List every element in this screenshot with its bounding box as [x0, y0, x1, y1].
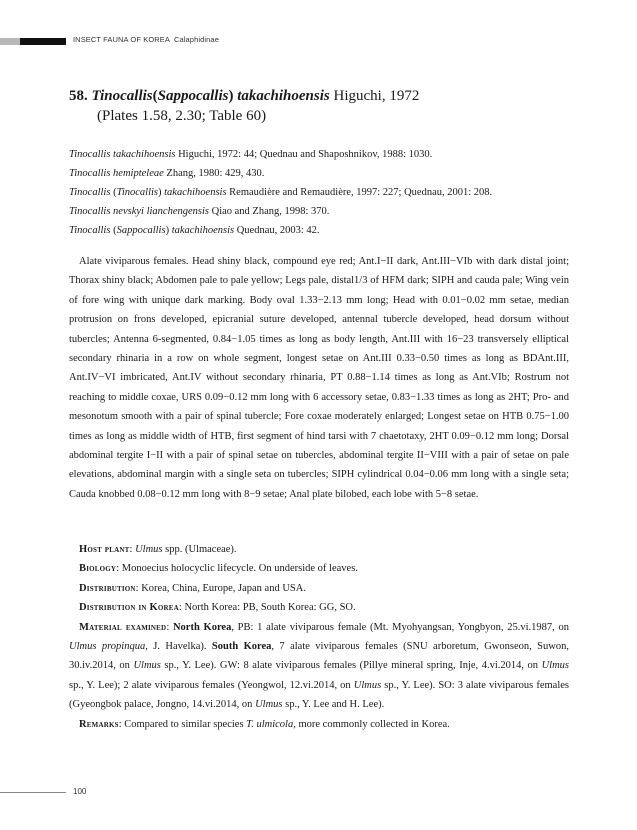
synonym-entry: Tinocallis (Sappocallis) takachihoensis Quednau, 2003: 42. — [69, 225, 320, 236]
synonymy-list — [69, 145, 569, 240]
header-bar-gray — [0, 38, 20, 45]
header-book-title: INSECT FAUNA OF KOREA — [73, 35, 170, 44]
synonym-entry: Tinocallis (Tinocallis) takachihoensis Remaudière and Remaudière, 1997: 227; Quednau, 2001: 208. — [69, 187, 493, 198]
remarks-line: Remarks: Compared to similar species T. ulmicola, more commonly collected in Korea. — [79, 718, 450, 730]
header-bar-black — [20, 38, 66, 45]
species-number: 58. — [69, 88, 88, 104]
title-line-1: 58. Tinocallis(Sappocallis) takachihoensis Higuchi, 1972 — [69, 88, 420, 104]
synonym-entry: Tinocallis takachihoensis Higuchi, 1972: 44; Quednau and Shaposhnikov, 1988: 1030. — [69, 149, 433, 160]
synonym-entry: Tinocallis nevskyi lianchengensis Qiao and Zhang, 1998: 370. — [69, 206, 330, 217]
distribution-line: Distribution: Korea, China, Europe, Japan and USA. — [79, 582, 306, 594]
species-title — [69, 86, 419, 126]
host-plant-line: Host plant: Ulmus spp. (Ulmaceae). — [79, 544, 237, 555]
footer-rule — [0, 792, 66, 793]
synonym-entry: Tinocallis hemipteleae Zhang, 1980: 429, 430. — [69, 168, 265, 179]
title-genus: Tinocallis — [91, 88, 153, 104]
distribution-korea-line: Distribution in Korea: North Korea: PB, South Korea: GG, SO. — [79, 602, 356, 614]
morphological-description: Alate viviparous females. Head shiny black, compound eye red; Ant.I−II dark, Ant.III−VIb with dark distal joint; Thorax shiny black; Abdomen pale to pale yellow; Legs pale, distal1/3 of HFM dark; SIPH and cauda pale; Wing vein of fore wing with unique dark marking. Body oval 1.33−2.13 mm long; Head with 0.01−0.02 mm setae, median protrusion on frons developed, epicranial suture developed, antennal tubercle developed, head dorsum without tubercles; Antenna 6-segmented, 0.84−1.05 times as long as body length, Ant.III with 16−23 transversely elliptical secondary rhinaria in a row on whole segment, longest setae on Ant.III 0.33−0.50 times as long as BDAnt.III, Ant.IV−VI imbricated, Ant.IV without secondary rhinaria, PT 0.88−1.14 times as long as Ant.VIb; Rostrum not reaching to middle coxae, URS 0.09−0.12 mm long with 6 accessory setae, 0.83−1.33 times as long as 2HT; Pro- and mesonotum smooth with a pair of spinal tubercle; Fore coxae moderately enlarged; Longest setae on HTB 0.75−1.00 times as long as middle width of HTB, first segment of hind tarsi with 7 chaetotaxy, 2HT 0.09−0.12 mm long; Dorsal abdominal tergite I−II with a pair of spinal setae on tubercles, abdominal tergite II−VIII with a pair of setae on pale elevations, abdominal margin with a single seta on tubercles; SIPH cylindrical 0.04−0.06 mm long with a single seta; Cauda knobbed 0.08−0.12 mm long with 8−9 setae; Anal plate bilobed, each lobe with 5−8 setae. — [69, 256, 569, 500]
title-plates: (Plates 1.58, 2.30; Table 60) — [97, 108, 267, 124]
title-species: takachihoensis — [237, 88, 330, 104]
title-author: Higuchi, 1972 — [333, 88, 420, 104]
title-subgenus: Sappocallis — [157, 88, 229, 104]
header-subfamily: Calaphidinae — [173, 35, 219, 44]
page-number: 100 — [73, 787, 87, 796]
biology-line: Biology: Monoecius holocyclic lifecycle. On underside of leaves. — [79, 563, 358, 575]
running-header — [73, 35, 219, 44]
species-notes — [69, 540, 569, 734]
material-examined-paragraph: Material examined: North Korea, PB: 1 alate viviparous female (Mt. Myohyangsan, Yongbyon, 25.vi.1987, on Ulmus propinqua, J. Havelka). South Korea, 7 alate viviparous females (SNU arboretum, Gwonseon, Suwon, 30.iv.2014, on Ulmus sp., Y. Lee). GW: 8 alate viviparous females (Pillye mineral spring, Inje, 4.vi.2014, on Ulmus sp., Y. Lee); 2 alate viviparous females (Yeongwol, 12.vi.2014, on Ulmus sp., Y. Lee). SO: 3 alate viviparous females (Gyeongbok palace, Jongno, 14.vi.2014, on Ulmus sp., Y. Lee and H. Lee). — [69, 621, 569, 711]
